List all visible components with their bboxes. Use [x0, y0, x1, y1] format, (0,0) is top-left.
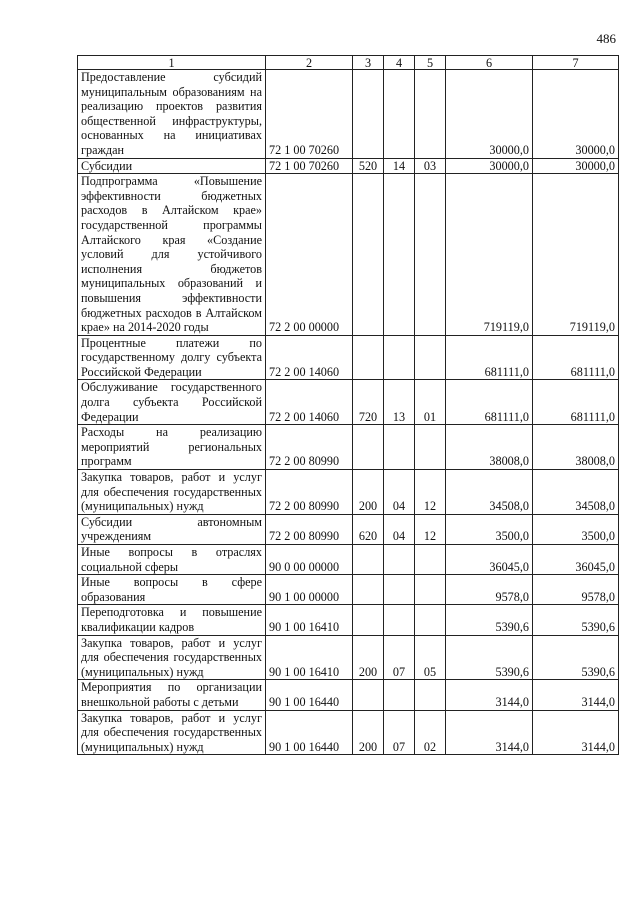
- expense-type: 200: [353, 710, 384, 755]
- expense-type: [353, 575, 384, 605]
- item-name: Субсидии автономным учреждениям: [78, 514, 266, 544]
- amount-col6: 9578,0: [446, 575, 533, 605]
- subsection: [415, 70, 446, 159]
- item-name: Субсидии: [78, 158, 266, 174]
- subsection: [415, 605, 446, 635]
- subsection: 12: [415, 514, 446, 544]
- table-row: [78, 545, 619, 575]
- section: [384, 70, 415, 159]
- subsection: [415, 425, 446, 470]
- subsection: 01: [415, 380, 446, 425]
- amount-col6: 36045,0: [446, 545, 533, 575]
- section: [384, 575, 415, 605]
- budget-table: [77, 55, 619, 755]
- amount-col6: 3144,0: [446, 710, 533, 755]
- section: [384, 605, 415, 635]
- subsection: [415, 545, 446, 575]
- amount-col7: 30000,0: [533, 70, 619, 159]
- expense-type: 200: [353, 635, 384, 680]
- table-row: [78, 174, 619, 336]
- table-row: [78, 380, 619, 425]
- page-number: 486: [596, 31, 616, 46]
- section: [384, 425, 415, 470]
- table-row: [78, 575, 619, 605]
- item-name: Переподготовка и повышение квалификации кадров: [78, 605, 266, 635]
- target-code: 72 2 00 14060: [266, 380, 353, 425]
- amount-col6: 38008,0: [446, 425, 533, 470]
- item-name: Подпрограмма «Повышение эффективности бюджетных расходов в Алтайском крае» государственной программы Алтайского края «Создание условий для устойчивого исполнения бюджетов муниципальных образований и повышения эффективности бюджетных расходов в Алтайском крае» на 2014-2020 годы: [78, 174, 266, 336]
- header-cell: 4: [384, 56, 415, 70]
- expense-type: 520: [353, 158, 384, 174]
- section: 04: [384, 470, 415, 515]
- amount-col7: 681111,0: [533, 380, 619, 425]
- amount-col7: 3500,0: [533, 514, 619, 544]
- expense-type: [353, 70, 384, 159]
- header-cell: 3: [353, 56, 384, 70]
- target-code: 90 0 00 00000: [266, 545, 353, 575]
- amount-col6: 30000,0: [446, 158, 533, 174]
- table-row: [78, 70, 619, 159]
- amount-col7: 3144,0: [533, 680, 619, 710]
- amount-col6: 5390,6: [446, 605, 533, 635]
- section: [384, 545, 415, 575]
- amount-col7: 30000,0: [533, 158, 619, 174]
- table-row: [78, 158, 619, 174]
- target-code: 90 1 00 00000: [266, 575, 353, 605]
- subsection: [415, 680, 446, 710]
- table-row: [78, 335, 619, 380]
- section: 07: [384, 710, 415, 755]
- header-cell: 1: [78, 56, 266, 70]
- target-code: 90 1 00 16440: [266, 710, 353, 755]
- table-row: [78, 514, 619, 544]
- amount-col6: 681111,0: [446, 335, 533, 380]
- section: [384, 174, 415, 336]
- section: 13: [384, 380, 415, 425]
- header-cell: 7: [533, 56, 619, 70]
- table-row: [78, 470, 619, 515]
- target-code: 90 1 00 16410: [266, 635, 353, 680]
- amount-col6: 3144,0: [446, 680, 533, 710]
- section: 07: [384, 635, 415, 680]
- amount-col7: 5390,6: [533, 605, 619, 635]
- header-row: [78, 56, 619, 70]
- item-name: Иные вопросы в сфере образования: [78, 575, 266, 605]
- section: 14: [384, 158, 415, 174]
- amount-col7: 9578,0: [533, 575, 619, 605]
- header-cell: 2: [266, 56, 353, 70]
- expense-type: 720: [353, 380, 384, 425]
- subsection: 12: [415, 470, 446, 515]
- amount-col7: 719119,0: [533, 174, 619, 336]
- subsection: [415, 335, 446, 380]
- target-code: 72 2 00 14060: [266, 335, 353, 380]
- target-code: 72 2 00 80990: [266, 425, 353, 470]
- expense-type: [353, 174, 384, 336]
- subsection: 03: [415, 158, 446, 174]
- item-name: Закупка товаров, работ и услуг для обеспечения государственных (муниципальных) нужд: [78, 710, 266, 755]
- table-row: [78, 680, 619, 710]
- table-row: [78, 425, 619, 470]
- target-code: 90 1 00 16440: [266, 680, 353, 710]
- expense-type: [353, 605, 384, 635]
- amount-col6: 719119,0: [446, 174, 533, 336]
- section: [384, 680, 415, 710]
- expense-type: 200: [353, 470, 384, 515]
- amount-col7: 38008,0: [533, 425, 619, 470]
- amount-col7: 681111,0: [533, 335, 619, 380]
- item-name: Закупка товаров, работ и услуг для обеспечения государственных (муниципальных) нужд: [78, 635, 266, 680]
- target-code: 72 1 00 70260: [266, 70, 353, 159]
- expense-type: 620: [353, 514, 384, 544]
- expense-type: [353, 680, 384, 710]
- amount-col6: 3500,0: [446, 514, 533, 544]
- table-header: [78, 56, 619, 70]
- amount-col6: 5390,6: [446, 635, 533, 680]
- expense-type: [353, 335, 384, 380]
- amount-col7: 34508,0: [533, 470, 619, 515]
- table-body: [78, 70, 619, 755]
- amount-col6: 34508,0: [446, 470, 533, 515]
- amount-col6: 681111,0: [446, 380, 533, 425]
- amount-col7: 36045,0: [533, 545, 619, 575]
- amount-col7: 3144,0: [533, 710, 619, 755]
- item-name: Закупка товаров, работ и услуг для обеспечения государственных (муниципальных) нужд: [78, 470, 266, 515]
- target-code: 72 1 00 70260: [266, 158, 353, 174]
- item-name: Иные вопросы в отраслях социальной сферы: [78, 545, 266, 575]
- header-cell: 5: [415, 56, 446, 70]
- table-row: [78, 605, 619, 635]
- target-code: 72 2 00 00000: [266, 174, 353, 336]
- expense-type: [353, 545, 384, 575]
- item-name: Мероприятия по организации внешкольной работы с детьми: [78, 680, 266, 710]
- header-cell: 6: [446, 56, 533, 70]
- subsection: [415, 174, 446, 336]
- section: [384, 335, 415, 380]
- item-name: Предоставление субсидий муниципальным образованиям на реализацию проектов развития общественной инфраструктуры, основанных на инициативах граждан: [78, 70, 266, 159]
- section: 04: [384, 514, 415, 544]
- target-code: 72 2 00 80990: [266, 514, 353, 544]
- subsection: 05: [415, 635, 446, 680]
- item-name: Расходы на реализацию мероприятий региональных программ: [78, 425, 266, 470]
- target-code: 90 1 00 16410: [266, 605, 353, 635]
- amount-col6: 30000,0: [446, 70, 533, 159]
- table-row: [78, 635, 619, 680]
- expense-type: [353, 425, 384, 470]
- subsection: [415, 575, 446, 605]
- target-code: 72 2 00 80990: [266, 470, 353, 515]
- item-name: Обслуживание государственного долга субъекта Российской Федерации: [78, 380, 266, 425]
- subsection: 02: [415, 710, 446, 755]
- amount-col7: 5390,6: [533, 635, 619, 680]
- item-name: Процентные платежи по государственному долгу субъекта Российской Федерации: [78, 335, 266, 380]
- table-row: [78, 710, 619, 755]
